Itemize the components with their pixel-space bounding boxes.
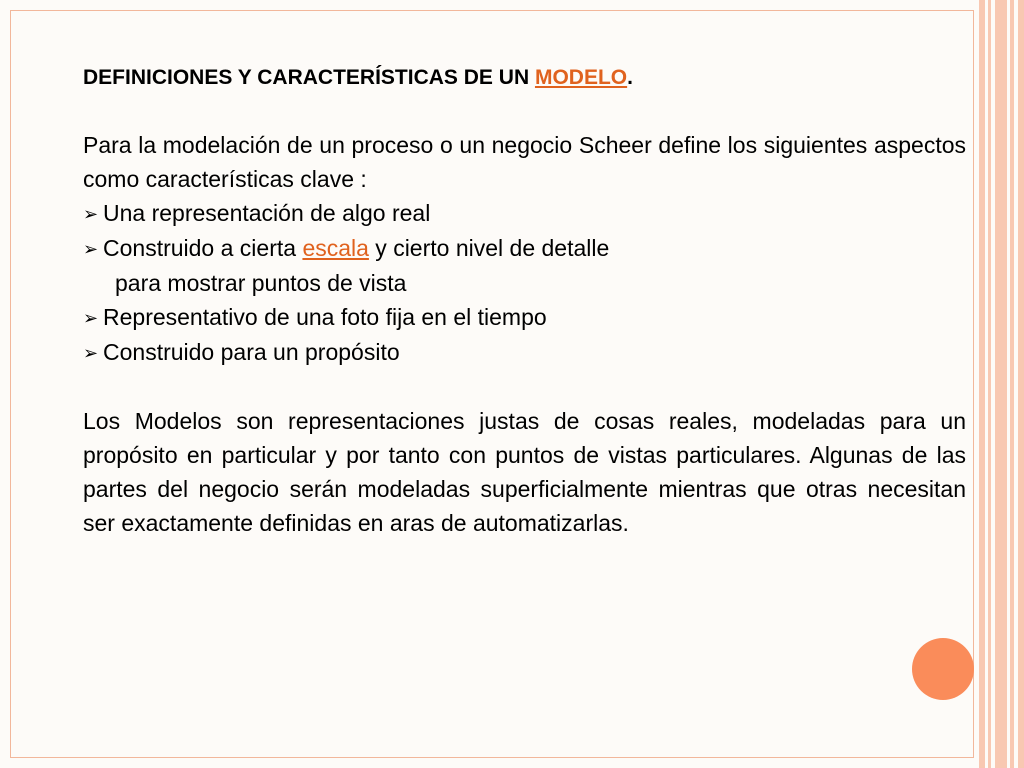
arrow-bullet-icon: ➢	[83, 308, 99, 328]
bullet-text: y cierto nivel de detalle	[368, 235, 610, 261]
title-suffix: .	[627, 66, 633, 89]
slide-content	[83, 62, 966, 540]
bullet-item	[83, 300, 966, 335]
spacer	[83, 370, 966, 404]
intro-paragraph: Para la modelación de un proceso o un negocio Scheer define los siguientes aspectos como características clave :	[83, 132, 966, 192]
bullet-item	[83, 231, 966, 266]
decorative-stripe	[988, 0, 991, 768]
bullet-text: Construido a cierta	[103, 235, 303, 261]
arrow-bullet-icon: ➢	[83, 204, 99, 224]
escala-link[interactable]: escala	[302, 235, 369, 261]
modelo-link[interactable]: MODELO	[534, 66, 628, 89]
slide-title	[83, 62, 966, 94]
decorative-stripe	[1010, 0, 1014, 768]
closing-paragraph: Los Modelos son representaciones justas de cosas reales, modeladas para un propósito en particular y por tanto con puntos de vistas particulares. Algunas de las partes del negocio serán modeladas superficialmente mientras que otras necesitan ser exactamente definidas en aras de automatizarlas.	[83, 408, 966, 536]
decorative-stripe	[1018, 0, 1024, 768]
arrow-bullet-icon: ➢	[83, 239, 99, 259]
bullet-item	[83, 335, 966, 370]
bullet-continuation: para mostrar puntos de vista	[115, 270, 407, 296]
bullet-text: Una representación de algo real	[103, 200, 431, 226]
spacer	[83, 94, 966, 128]
decorative-stripe	[979, 0, 985, 768]
bullet-text: Representativo de una foto fija en el tiempo	[103, 304, 547, 330]
bullet-item	[83, 196, 966, 231]
decorative-circle	[912, 638, 974, 700]
decorative-stripe	[995, 0, 1007, 768]
bullet-text: Construido para un propósito	[103, 339, 400, 365]
arrow-bullet-icon: ➢	[83, 343, 99, 363]
title-text: DEFINICIONES Y CARACTERÍSTICAS DE UN	[83, 66, 535, 89]
